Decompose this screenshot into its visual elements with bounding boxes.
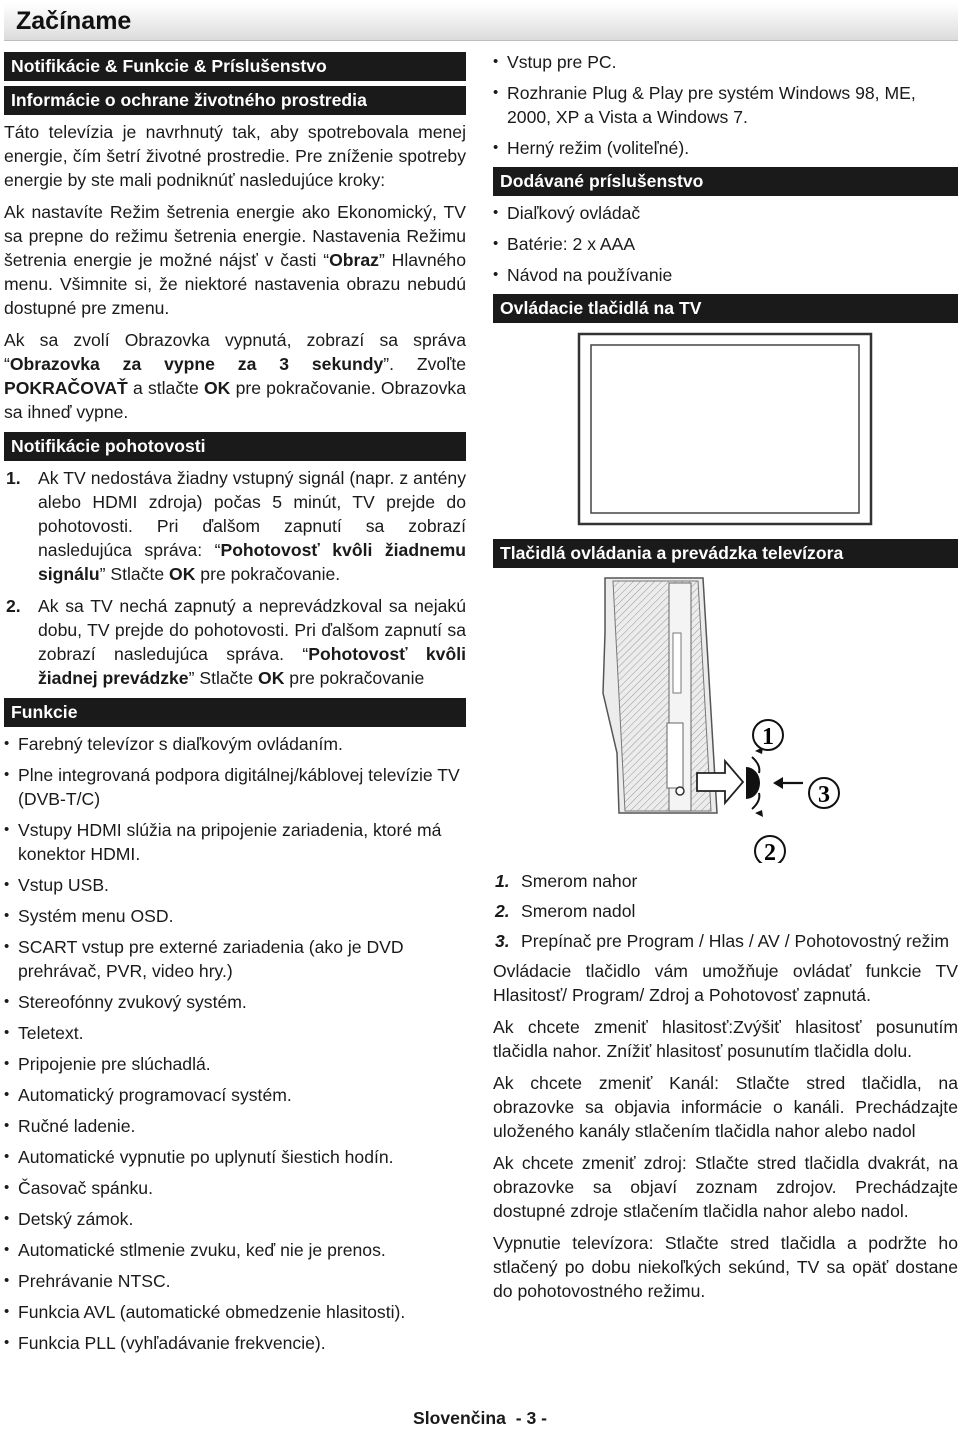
accessory-item: • Návod na používanie [493,263,958,287]
feature-item: • Detský zámok. [4,1207,466,1231]
callout-3: 3 [818,782,830,808]
callout-1: 1 [762,724,774,750]
operation-paragraph: Ak chcete zmeniť Kanál: Stlačte stred tlačidla, na obrazovke sa objavia informácie o kanáli. Prechádzajte uloženého kanály stlačením tlačidla nahor alebo nadol [493,1073,958,1141]
operation-paragraph: Vypnutie televízora: Stlačte stred tlačidla a podržte ho stlačený po dobu niekoľkých sekúnd, TV sa opäť dostane do pohotovostného režimu. [493,1233,958,1301]
tv-front-svg [493,328,958,533]
feature-item: • Stereofónny zvukový systém. [4,990,466,1014]
footer-language: Slovenčina [413,1408,506,1428]
legend-item-3: 3. Prepínač pre Program / Hlas / AV / Pohotovostný režim [495,931,949,951]
section-heading-tv-buttons: Ovládacie tlačidlá na TV [493,294,958,323]
feature-item: • Herný režim (voliteľné). [493,136,958,160]
feature-item: • Vstup pre PC. [493,50,958,74]
standby-item-1: 1. Ak TV nedostáva žiadny vstupný signál (napr. z antény alebo HDMI zdroja) počas 5 minút, TV prejde do pohotovosti. Pri ďalšom zapnutí sa zobrazí nasledujúca správa: “Pohotovosť kvôli žiadnemu signálu” Stlačte OK pre pokračovanie. [6,468,466,584]
right-column [493,50,958,1311]
env-paragraph-3: Ak sa zvolí Obrazovka vypnutá, zobrazí sa správa “Obrazovka za vypne za 3 sekundy”. Zvoľte POKRAČOVAŤ a stlačte OK pre pokračovanie. Obrazovka sa ihneď vypne. [4,330,466,422]
standby-item-2: 2. Ak sa TV nechá zapnutý a neprevádzkoval sa nejakú dobu, TV prejde do pohotovosti. Pri ďalšom zapnutí sa zobrazí nasledujúca správa. “Pohotovosť kvôli žiadnej prevádzke” Stlačte OK pre pokračovanie [6,596,466,688]
accessory-item: • Batérie: 2 x AAA [493,232,958,256]
feature-item: • Funkcia AVL (automatické obmedzenie hlasitosti). [4,1300,466,1324]
feature-item: • Automatické vypnutie po uplynutí šiestich hodín. [4,1145,466,1169]
features-list-continued [493,50,958,160]
tv-side-svg [493,573,958,863]
operation-paragraph: Ak chcete zmeniť zdroj: Stlačte stred tlačidla dvakrát, na obrazovke sa objaví zoznam zdrojov. Prechádzajte dostupné zdroje stlačením tlačidla nahor alebo nadol. [493,1153,958,1221]
operation-paragraph: Ovládacie tlačidlo vám umožňuje ovládať funkcie TV Hlasitosť/ Program/ Zdroj a Pohotovosť zapnutá. [493,961,958,1005]
feature-item: • Prehrávanie NTSC. [4,1269,466,1293]
feature-item: • Rozhranie Plug & Play pre systém Windows 98, ME, 2000, XP a Vista a Windows 7. [493,81,958,129]
page-header [4,3,958,41]
feature-item: • SCART vstup pre externé zariadenia (ako je DVD prehrávač, PVR, video hry.) [4,935,466,983]
page-footer [0,1408,960,1429]
tv-side-illustration [493,573,958,863]
feature-item: • Funkcia PLL (vyhľadávanie frekvencie). [4,1331,466,1355]
feature-item: • Farebný televízor s diaľkovým ovládaním. [4,732,466,756]
footer-page-number: - 3 - [515,1408,547,1428]
feature-item: • Systém menu OSD. [4,904,466,928]
section-heading-environment: Informácie o ochrane životného prostredia [4,86,466,115]
feature-item: • Automatický programovací systém. [4,1083,466,1107]
env-paragraph-2: Ak nastavíte Režim šetrenia energie ako Ekonomický, TV sa prepne do režimu šetrenia energie. Nastavenia Režimu šetrenia energie je možné nájsť v časti “Obraz” Hlavného menu. Všimnite si, že niektoré nastavenia obrazu nebudú dostupné pre zmenu. [4,202,466,318]
tv-front-illustration [493,328,958,533]
left-column [4,50,466,1362]
section-heading-features: Funkcie [4,698,466,727]
legend-item-2: 2. Smerom nadol [495,901,636,921]
standby-list [4,466,466,690]
feature-item: • Vstupy HDMI slúžia na pripojenie zariadenia, ktoré má konektor HDMI. [4,818,466,866]
env-paragraph-1: Táto televízia je navrhnutý tak, aby spotrebovala menej energie, čím šetrí životné prostredie. Pre zníženie spotreby energie by ste mali podniknúť nasledujúce kroky: [4,122,466,190]
features-list [4,732,466,1355]
section-heading-standby: Notifikácie pohotovosti [4,432,466,461]
feature-item: • Pripojenie pre slúchadlá. [4,1052,466,1076]
accessories-list [493,201,958,287]
feature-item: • Plne integrovaná podpora digitálnej/káblovej televízie TV (DVB-T/C) [4,763,466,811]
accessory-item: • Diaľkový ovládač [493,201,958,225]
feature-item: • Ručné ladenie. [4,1114,466,1138]
section-heading-operation: Tlačidlá ovládania a prevádzka televízora [493,539,958,568]
feature-item: • Vstup USB. [4,873,466,897]
feature-item: • Teletext. [4,1021,466,1045]
section-heading-accessories: Dodávané príslušenstvo [493,167,958,196]
feature-item: • Časovač spánku. [4,1176,466,1200]
section-heading-notifications: Notifikácie & Funkcie & Príslušenstvo [4,52,466,81]
button-legend [493,869,958,953]
callout-2: 2 [764,840,776,863]
legend-item-1: 1. Smerom nahor [495,871,638,891]
feature-item: • Automatické stlmenie zvuku, keď nie je prenos. [4,1238,466,1262]
page-title: Začíname [16,7,132,35]
operation-paragraph: Ak chcete zmeniť hlasitosť:Zvýšiť hlasitosť posunutím tlačidla nahor. Znížiť hlasitosť posunutím tlačidla dolu. [493,1017,958,1061]
